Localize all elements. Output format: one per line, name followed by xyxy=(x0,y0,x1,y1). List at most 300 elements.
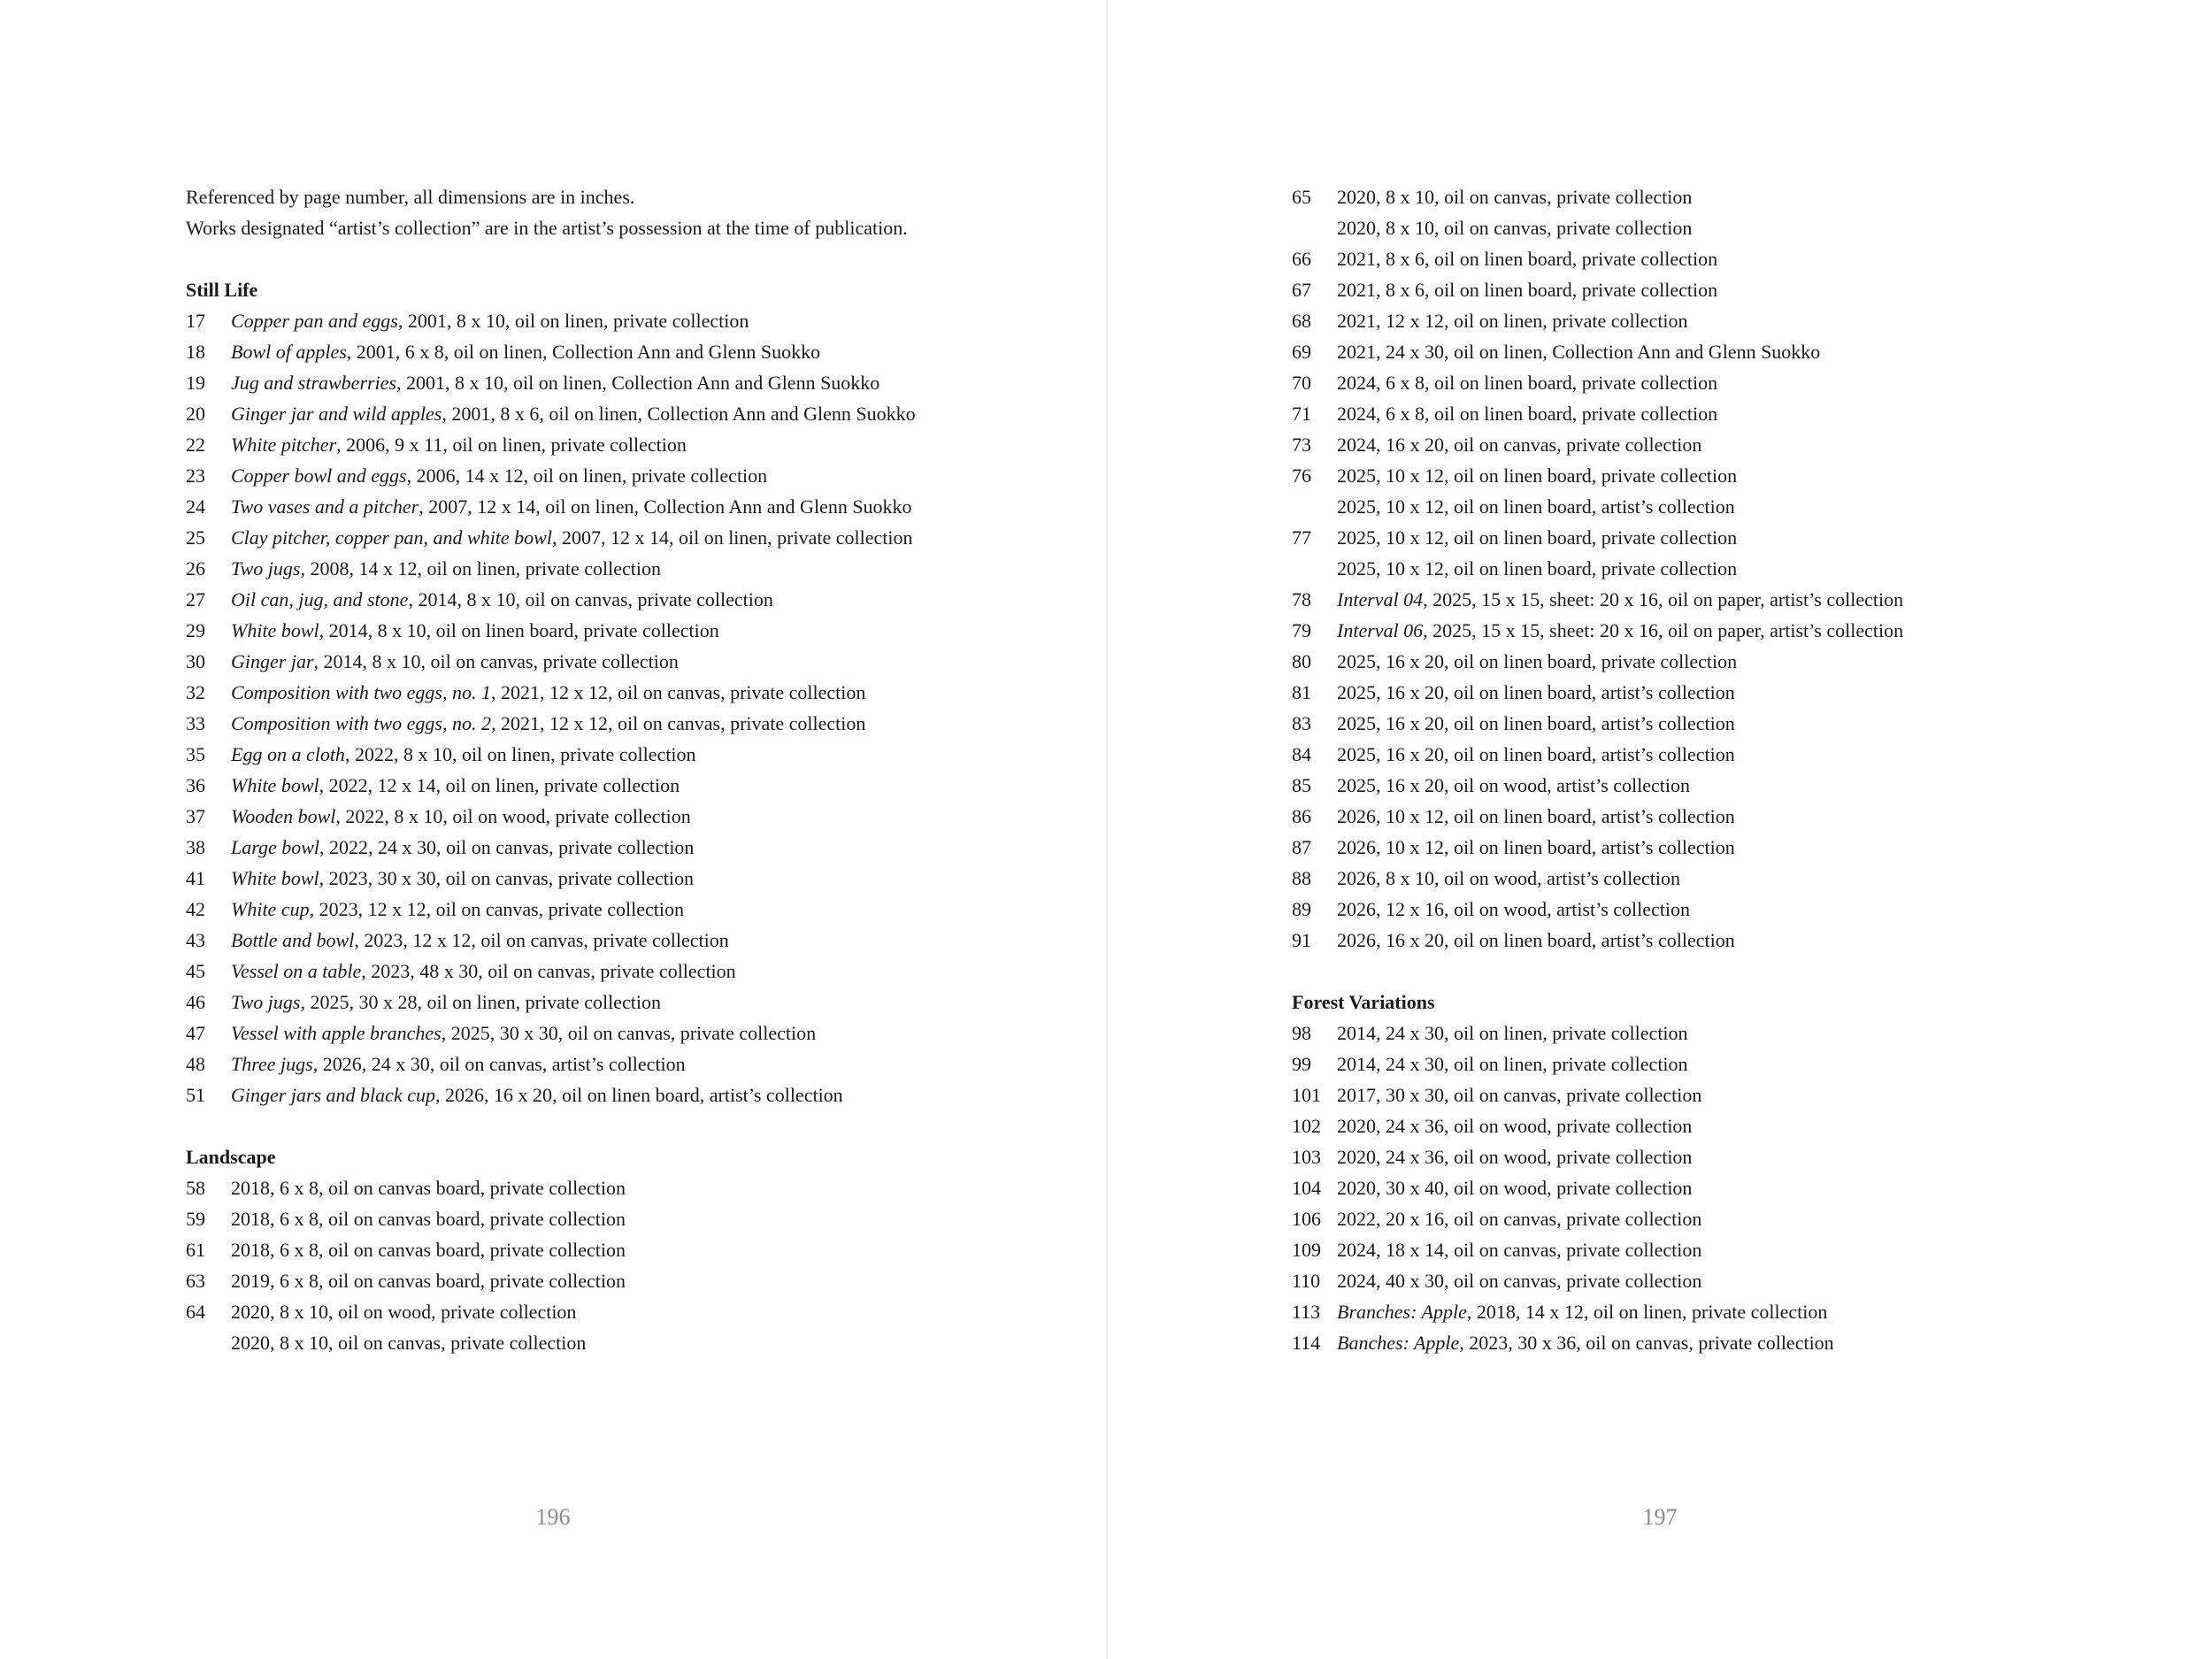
list-item xyxy=(1292,677,2159,708)
list-item xyxy=(1292,460,2159,491)
list-item xyxy=(1292,553,2159,584)
artwork-details: 2020, 8 x 10, oil on canvas, private collection xyxy=(231,1332,587,1354)
artwork-title: Ginger jar and wild apples xyxy=(231,403,442,425)
entry-text xyxy=(231,863,694,894)
entry-text xyxy=(231,801,691,832)
list-item xyxy=(1292,336,2159,367)
entry-text xyxy=(1337,522,1737,553)
list-item xyxy=(1292,646,2159,677)
artwork-title: Interval 06 xyxy=(1337,619,1424,641)
page-ref-number: 19 xyxy=(186,372,205,394)
list-item xyxy=(1292,243,2159,274)
artwork-details: 2025, 16 x 20, oil on wood, artist’s collection xyxy=(1337,774,1691,796)
artwork-details: 2018, 6 x 8, oil on canvas board, private collection xyxy=(231,1239,626,1261)
spacer xyxy=(1292,956,2159,987)
list-item xyxy=(186,1079,1053,1110)
entry-text xyxy=(1337,553,1737,584)
artwork-title: Two vases and a pitcher xyxy=(231,495,419,518)
list-item xyxy=(186,1327,1053,1358)
list-item xyxy=(186,832,1053,863)
artwork-details: 2025, 10 x 12, oil on linen board, private collection xyxy=(1337,465,1738,487)
list-item xyxy=(186,460,1053,491)
list-item xyxy=(186,1172,1053,1203)
page-ref-number: 114 xyxy=(1292,1332,1321,1354)
page-ref-number: 43 xyxy=(186,929,205,951)
artwork-details: , 2025, 15 x 15, sheet: 20 x 16, oil on paper, artist’s collection xyxy=(1423,619,1904,641)
entry-text xyxy=(1337,1327,1834,1358)
artwork-title: Vessel on a table xyxy=(231,960,362,982)
entry-text xyxy=(231,615,719,646)
page-ref-number xyxy=(1292,553,1337,584)
list-item xyxy=(1292,1203,2159,1234)
right-page xyxy=(1108,0,2212,1659)
artwork-details: , 2001, 8 x 10, oil on linen, Collection Ann and Glenn Suokko xyxy=(396,372,880,394)
page-ref-number: 67 xyxy=(1292,279,1311,301)
entry-text xyxy=(231,925,729,956)
artwork-details: 2020, 8 x 10, oil on wood, private collection xyxy=(231,1301,577,1323)
entry-text xyxy=(1337,181,1692,212)
page-ref-number: 110 xyxy=(1292,1270,1321,1292)
list-item xyxy=(1292,1110,2159,1141)
list-item xyxy=(186,1265,1053,1296)
list-item xyxy=(186,956,1053,987)
list-item xyxy=(1292,212,2159,243)
page-ref-number: 109 xyxy=(1292,1239,1321,1261)
page-ref-number: 70 xyxy=(1292,372,1311,394)
artwork-title: Bottle and bowl xyxy=(231,929,355,951)
page-ref-number: 77 xyxy=(1292,526,1311,549)
list-item xyxy=(186,894,1053,925)
list-item xyxy=(1292,1234,2159,1265)
artwork-title: Three jugs xyxy=(231,1053,313,1075)
entry-text xyxy=(231,584,773,615)
artwork-details: 2024, 6 x 8, oil on linen board, private collection xyxy=(1337,403,1718,425)
artwork-title: Interval 04 xyxy=(1337,588,1424,611)
list-item xyxy=(186,429,1053,460)
entry-text xyxy=(231,429,687,460)
list-item xyxy=(186,987,1053,1018)
list-item xyxy=(1292,708,2159,739)
list-item xyxy=(186,305,1053,336)
entry-text xyxy=(1337,739,1735,770)
page-ref-number: 26 xyxy=(186,557,205,580)
page-ref-number: 66 xyxy=(1292,248,1311,270)
page-ref-number: 80 xyxy=(1292,650,1311,672)
page-ref-number: 89 xyxy=(1292,898,1311,920)
artwork-details: 2021, 8 x 6, oil on linen board, private collection xyxy=(1337,279,1718,301)
artwork-title: Clay pitcher, copper pan, and white bowl xyxy=(231,526,552,549)
list-item xyxy=(186,398,1053,429)
list-item xyxy=(186,522,1053,553)
entry-text xyxy=(231,739,695,770)
entry-text xyxy=(231,770,680,801)
artwork-details: , 2018, 14 x 12, oil on linen, private collection xyxy=(1466,1301,1828,1323)
page-ref-number: 71 xyxy=(1292,403,1311,425)
page-ref-number: 23 xyxy=(186,465,205,487)
page-ref-number: 64 xyxy=(186,1301,205,1323)
artwork-details: , 2023, 48 x 30, oil on canvas, private collection xyxy=(361,960,736,982)
page-ref-number: 42 xyxy=(186,898,205,920)
page-ref-number: 113 xyxy=(1292,1301,1321,1323)
page-ref-number: 87 xyxy=(1292,836,1311,858)
entry-text xyxy=(1337,1048,1688,1079)
list-item xyxy=(1292,894,2159,925)
artwork-details: 2020, 30 x 40, oil on wood, private collection xyxy=(1337,1177,1693,1199)
list-item xyxy=(186,708,1053,739)
intro-line: Referenced by page number, all dimensions are in inches. xyxy=(186,186,635,208)
entry-text xyxy=(1337,1172,1692,1203)
page-ref-number: 46 xyxy=(186,991,205,1013)
section-heading: Landscape xyxy=(186,1146,276,1168)
list-item xyxy=(1292,770,2159,801)
page-ref-number: 18 xyxy=(186,341,205,363)
entry-text xyxy=(1337,677,1735,708)
artwork-title: Wooden bowl xyxy=(231,805,336,827)
list-item xyxy=(1292,1265,2159,1296)
artwork-details: 2025, 10 x 12, oil on linen board, artist’s collection xyxy=(1337,495,1735,518)
artwork-details: , 2023, 30 x 30, oil on canvas, private collection xyxy=(319,867,695,889)
left-page-content xyxy=(186,181,1053,1358)
entry-text xyxy=(1337,1203,1701,1234)
artwork-details: , 2007, 12 x 14, oil on linen, private collection xyxy=(551,526,913,549)
artwork-details: , 2026, 24 x 30, oil on canvas, artist’s collection xyxy=(312,1053,686,1075)
artwork-title: Bowl of apples xyxy=(231,341,347,363)
page-ref-number: 35 xyxy=(186,743,205,765)
page-ref-number xyxy=(1292,491,1337,522)
list-item xyxy=(186,367,1053,398)
list-item xyxy=(186,584,1053,615)
page-ref-number: 68 xyxy=(1292,310,1311,332)
page-number: 197 xyxy=(1642,1504,1678,1530)
artwork-details: , 2025, 30 x 28, oil on linen, private collection xyxy=(300,991,661,1013)
entry-text xyxy=(231,522,913,553)
list-item xyxy=(1292,863,2159,894)
spacer xyxy=(186,1110,1053,1141)
page-ref-number: 61 xyxy=(186,1239,205,1261)
artwork-title: Branches: Apple xyxy=(1337,1301,1467,1323)
entry-text xyxy=(1337,925,1735,956)
artwork-details: 2018, 6 x 8, oil on canvas board, private collection xyxy=(231,1208,626,1230)
list-item xyxy=(1292,1018,2159,1048)
artwork-details: , 2021, 12 x 12, oil on canvas, private collection xyxy=(490,681,866,703)
artwork-details: , 2001, 6 x 8, oil on linen, Collection Ann and Glenn Suokko xyxy=(346,341,821,363)
list-item xyxy=(186,1234,1053,1265)
page-ref-number xyxy=(186,1327,231,1358)
entry-text xyxy=(1337,708,1735,739)
page-ref-number: 36 xyxy=(186,774,205,796)
list-item xyxy=(1292,832,2159,863)
entry-text xyxy=(231,1203,626,1234)
entry-text xyxy=(231,1327,586,1358)
list-item xyxy=(186,1018,1053,1048)
page-ref-number: 33 xyxy=(186,712,205,734)
list-item xyxy=(1292,1172,2159,1203)
artwork-details: , 2026, 16 x 20, oil on linen board, artist’s collection xyxy=(434,1084,843,1106)
artwork-details: 2026, 10 x 12, oil on linen board, artist’s collection xyxy=(1337,836,1735,858)
list-item xyxy=(1292,615,2159,646)
artwork-title: White cup xyxy=(231,898,310,920)
list-item xyxy=(1292,1141,2159,1172)
artwork-details: , 2006, 14 x 12, oil on linen, private collection xyxy=(406,465,768,487)
artwork-details: 2021, 24 x 30, oil on linen, Collection Ann and Glenn Suokko xyxy=(1337,341,1821,363)
page-ref-number: 47 xyxy=(186,1022,205,1044)
entry-text xyxy=(1337,429,1701,460)
artwork-details: , 2022, 12 x 14, oil on linen, private collection xyxy=(319,774,680,796)
artwork-details: 2014, 24 x 30, oil on linen, private collection xyxy=(1337,1022,1688,1044)
entry-text xyxy=(1337,863,1680,894)
artwork-title: Oil can, jug, and stone xyxy=(231,588,409,611)
page-ref-number: 32 xyxy=(186,681,205,703)
list-item xyxy=(1292,181,2159,212)
artwork-details: , 2025, 30 x 30, oil on canvas, private collection xyxy=(441,1022,817,1044)
artwork-details: 2026, 12 x 16, oil on wood, artist’s collection xyxy=(1337,898,1691,920)
page-ref-number: 27 xyxy=(186,588,205,611)
artwork-details: , 2021, 12 x 12, oil on canvas, private collection xyxy=(490,712,866,734)
entry-text xyxy=(1337,367,1717,398)
list-item xyxy=(1292,739,2159,770)
entry-text xyxy=(231,1296,576,1327)
entry-text xyxy=(1337,491,1735,522)
artwork-details: 2025, 16 x 20, oil on linen board, artist’s collection xyxy=(1337,681,1735,703)
artwork-details: , 2007, 12 x 14, oil on linen, Collection Ann and Glenn Suokko xyxy=(419,495,912,518)
entry-text xyxy=(231,1265,626,1296)
entry-text xyxy=(1337,1296,1827,1327)
artwork-details: 2025, 16 x 20, oil on linen board, private collection xyxy=(1337,650,1738,672)
page-ref-number: 99 xyxy=(1292,1053,1311,1075)
entry-text xyxy=(1337,1265,1701,1296)
artwork-details: 2026, 10 x 12, oil on linen board, artist’s collection xyxy=(1337,805,1735,827)
artwork-details: 2014, 24 x 30, oil on linen, private collection xyxy=(1337,1053,1688,1075)
list-item xyxy=(1292,522,2159,553)
entry-text xyxy=(231,956,736,987)
entry-text xyxy=(1337,243,1717,274)
entry-text xyxy=(231,491,912,522)
artwork-details: 2026, 8 x 10, oil on wood, artist’s collection xyxy=(1337,867,1681,889)
page-ref-number: 88 xyxy=(1292,867,1311,889)
page-ref-number: 29 xyxy=(186,619,205,641)
list-item xyxy=(1292,274,2159,305)
entry-text xyxy=(231,1048,686,1079)
list-item xyxy=(1292,801,2159,832)
artwork-details: 2020, 24 x 36, oil on wood, private collection xyxy=(1337,1115,1693,1137)
entry-text xyxy=(1337,1141,1692,1172)
page-ref-number: 101 xyxy=(1292,1084,1321,1106)
artwork-details: 2020, 8 x 10, oil on canvas, private collection xyxy=(1337,217,1693,239)
page-ref-number: 86 xyxy=(1292,805,1311,827)
section-heading: Still Life xyxy=(186,279,258,301)
artwork-details: 2017, 30 x 30, oil on canvas, private collection xyxy=(1337,1084,1702,1106)
artwork-details: 2021, 8 x 6, oil on linen board, private collection xyxy=(1337,248,1718,270)
page-ref-number: 106 xyxy=(1292,1208,1321,1230)
entry-text xyxy=(1337,1234,1701,1265)
artwork-title: Vessel with apple branches xyxy=(231,1022,442,1044)
artwork-details: , 2014, 8 x 10, oil on canvas, private collection xyxy=(408,588,773,611)
artwork-details: , 2006, 9 x 11, oil on linen, private collection xyxy=(336,434,687,456)
entry-text xyxy=(1337,460,1737,491)
list-item xyxy=(1292,1048,2159,1079)
list-item xyxy=(1292,367,2159,398)
list-item xyxy=(1292,1296,2159,1327)
artwork-title: Ginger jars and black cup xyxy=(231,1084,435,1106)
page-ref-number xyxy=(1292,212,1337,243)
artwork-details: , 2023, 30 x 36, oil on canvas, private collection xyxy=(1459,1332,1834,1354)
artwork-details: 2021, 12 x 12, oil on linen, private collection xyxy=(1337,310,1688,332)
entry-text xyxy=(1337,770,1690,801)
artwork-title: Copper pan and eggs xyxy=(231,310,398,332)
page-ref-number: 84 xyxy=(1292,743,1311,765)
artwork-title: Copper bowl and eggs xyxy=(231,465,407,487)
artwork-title: White bowl xyxy=(231,619,319,641)
page-ref-number: 30 xyxy=(186,650,205,672)
list-item xyxy=(186,615,1053,646)
artwork-title: Two jugs xyxy=(231,557,301,580)
page-ref-number: 102 xyxy=(1292,1115,1321,1137)
spacer xyxy=(186,243,1053,274)
entry-text xyxy=(1337,832,1735,863)
artwork-details: 2025, 16 x 20, oil on linen board, artist’s collection xyxy=(1337,743,1735,765)
artwork-details: , 2022, 8 x 10, oil on linen, private collection xyxy=(344,743,696,765)
artwork-details: 2024, 18 x 14, oil on canvas, private collection xyxy=(1337,1239,1702,1261)
artwork-title: White bowl xyxy=(231,867,319,889)
page-ref-number: 63 xyxy=(186,1270,205,1292)
page-ref-number: 41 xyxy=(186,867,205,889)
artwork-title: White pitcher xyxy=(231,434,337,456)
list-item xyxy=(186,925,1053,956)
page-ref-number: 38 xyxy=(186,836,205,858)
entry-text xyxy=(231,553,661,584)
list-item xyxy=(1292,305,2159,336)
entry-text xyxy=(231,1018,816,1048)
list-item xyxy=(186,553,1053,584)
page-ref-number: 98 xyxy=(1292,1022,1311,1044)
list-item xyxy=(1292,1327,2159,1358)
artwork-details: 2024, 40 x 30, oil on canvas, private collection xyxy=(1337,1270,1702,1292)
entry-text xyxy=(231,336,820,367)
page-ref-number: 37 xyxy=(186,805,205,827)
artwork-details: 2022, 20 x 16, oil on canvas, private collection xyxy=(1337,1208,1702,1230)
artwork-details: 2019, 6 x 8, oil on canvas board, private collection xyxy=(231,1270,626,1292)
page-ref-number: 20 xyxy=(186,403,205,425)
entry-text xyxy=(231,305,749,336)
artwork-title: Two jugs xyxy=(231,991,301,1013)
page-ref-number: 25 xyxy=(186,526,205,549)
entry-text xyxy=(231,1079,843,1110)
page-ref-number: 73 xyxy=(1292,434,1311,456)
entry-text xyxy=(1337,212,1692,243)
entry-text xyxy=(231,987,661,1018)
artwork-details: 2025, 10 x 12, oil on linen board, private collection xyxy=(1337,557,1738,580)
page-ref-number: 24 xyxy=(186,495,205,518)
entry-text xyxy=(231,367,879,398)
artwork-details: , 2014, 8 x 10, oil on linen board, private collection xyxy=(319,619,719,641)
page-ref-number: 58 xyxy=(186,1177,205,1199)
artwork-details: 2018, 6 x 8, oil on canvas board, private collection xyxy=(231,1177,626,1199)
page-ref-number: 81 xyxy=(1292,681,1311,703)
artwork-title: Composition with two eggs, no. 1 xyxy=(231,681,491,703)
entry-text xyxy=(231,646,679,677)
entry-text xyxy=(1337,1079,1701,1110)
entry-text xyxy=(1337,274,1717,305)
artwork-title: Large bowl xyxy=(231,836,320,858)
entry-text xyxy=(1337,584,1903,615)
entry-text xyxy=(231,1234,626,1265)
list-item xyxy=(186,491,1053,522)
entry-text xyxy=(231,398,916,429)
list-item xyxy=(186,1048,1053,1079)
artwork-details: 2025, 16 x 20, oil on linen board, artist’s collection xyxy=(1337,712,1735,734)
entry-text xyxy=(1337,398,1717,429)
entry-text xyxy=(231,460,767,491)
list-item xyxy=(1292,925,2159,956)
list-item xyxy=(186,863,1053,894)
artwork-title: Composition with two eggs, no. 2 xyxy=(231,712,491,734)
list-item xyxy=(186,336,1053,367)
list-item xyxy=(1292,491,2159,522)
artwork-details: , 2022, 8 x 10, oil on wood, private collection xyxy=(335,805,691,827)
artwork-details: 2025, 10 x 12, oil on linen board, private collection xyxy=(1337,526,1738,549)
page-ref-number: 76 xyxy=(1292,465,1311,487)
artwork-title: White bowl xyxy=(231,774,319,796)
page-ref-number: 45 xyxy=(186,960,205,982)
entry-text xyxy=(231,1172,626,1203)
right-page-content xyxy=(1292,181,2159,1358)
page-ref-number: 91 xyxy=(1292,929,1311,951)
entry-text xyxy=(1337,646,1737,677)
list-item xyxy=(186,801,1053,832)
artwork-title: Jug and strawberries xyxy=(231,372,396,394)
intro-line: Works designated “artist’s collection” are in the artist’s possession at the time of publication. xyxy=(186,217,908,239)
artwork-details: , 2014, 8 x 10, oil on canvas, private collection xyxy=(313,650,679,672)
entry-text xyxy=(231,832,694,863)
entry-text xyxy=(231,708,865,739)
artwork-details: , 2023, 12 x 12, oil on canvas, private collection xyxy=(354,929,729,951)
artwork-details: 2020, 24 x 36, oil on wood, private collection xyxy=(1337,1146,1693,1168)
artwork-details: , 2001, 8 x 6, oil on linen, Collection Ann and Glenn Suokko xyxy=(442,403,916,425)
artwork-details: , 2001, 8 x 10, oil on linen, private collection xyxy=(397,310,749,332)
page-ref-number: 85 xyxy=(1292,774,1311,796)
page-ref-number: 79 xyxy=(1292,619,1311,641)
list-item xyxy=(1292,398,2159,429)
list-item xyxy=(1292,1079,2159,1110)
entry-text xyxy=(1337,305,1688,336)
entry-text xyxy=(1337,1018,1688,1048)
page-ref-number: 103 xyxy=(1292,1146,1321,1168)
page-ref-number: 22 xyxy=(186,434,205,456)
section-heading: Forest Variations xyxy=(1292,991,1435,1013)
list-item xyxy=(186,1296,1053,1327)
page-ref-number: 51 xyxy=(186,1084,205,1106)
artwork-title: Egg on a cloth xyxy=(231,743,345,765)
artwork-details: 2024, 16 x 20, oil on canvas, private collection xyxy=(1337,434,1702,456)
list-item xyxy=(186,739,1053,770)
page-ref-number: 78 xyxy=(1292,588,1311,611)
artwork-title: Ginger jar xyxy=(231,650,314,672)
entry-text xyxy=(1337,336,1820,367)
entry-text xyxy=(231,677,865,708)
page-ref-number: 48 xyxy=(186,1053,205,1075)
artwork-details: 2026, 16 x 20, oil on linen board, artist’s collection xyxy=(1337,929,1735,951)
artwork-details: 2020, 8 x 10, oil on canvas, private collection xyxy=(1337,186,1693,208)
list-item xyxy=(186,677,1053,708)
page-ref-number: 59 xyxy=(186,1208,205,1230)
page-ref-number: 17 xyxy=(186,310,205,332)
artwork-details: 2024, 6 x 8, oil on linen board, private collection xyxy=(1337,372,1718,394)
page-ref-number: 65 xyxy=(1292,186,1311,208)
list-item xyxy=(186,1203,1053,1234)
entry-text xyxy=(1337,801,1735,832)
list-item xyxy=(186,646,1053,677)
page-ref-number: 69 xyxy=(1292,341,1311,363)
